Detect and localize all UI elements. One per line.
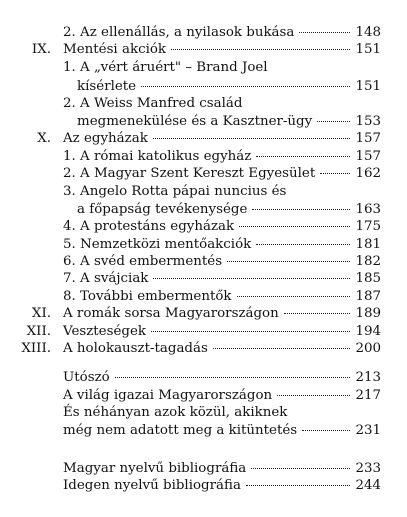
toc-entry-title: 5. Nemzetközi mentőakciók [63,237,252,252]
dot-leader [115,376,351,378]
toc-entry-title: Magyar nyelvű bibliográfia [63,461,247,476]
toc-row [0,477,407,495]
toc-entry [63,148,381,166]
dot-leader [317,120,350,122]
toc-entry-title: Mentési akciók [63,42,167,57]
toc-row [0,24,407,42]
toc-entry-title: A romák sorsa Magyarországon [63,306,279,321]
dot-leader [237,295,351,297]
toc-entry [63,369,381,387]
toc-entry-title: kísérlete [77,79,137,94]
toc-row [0,340,407,358]
toc-row [0,369,407,387]
toc-row [0,183,407,201]
dot-leader [299,31,350,33]
dot-leader [227,260,350,262]
toc-page-number: 151 [355,42,381,57]
toc-entry-title: 1. A római katolikus egyház [63,149,252,164]
dot-leader [213,347,351,349]
toc-entry-title: megmenekülése és a Kasztner-ügy [77,114,313,129]
toc-entry [63,41,381,59]
toc-entry [63,236,381,254]
toc-entry-title: 1. A „vért áruért" – Brand Joel [63,60,268,75]
toc-row [0,404,407,422]
toc-entry-title: 3. Angelo Rotta pápai nuncius és [63,184,287,199]
toc-entry-title: 2. A Magyar Szent Kereszt Egyesület [63,166,316,181]
toc-chapter-number: XI. [31,306,51,321]
toc-row [0,130,407,148]
toc-entry [77,201,381,219]
toc-row [0,288,407,306]
toc-chapter-number: X. [37,131,51,146]
toc-entry [63,130,381,148]
toc-chapter-number: XII. [26,324,51,339]
toc-entry [63,270,381,288]
toc-entry [63,24,381,42]
toc-entry-title: Idegen nyelvű bibliográfia [63,478,241,493]
toc-page-number: 148 [355,25,381,40]
toc-entry-title: A világ igazai Magyarországon [63,388,273,403]
toc-entry-title: 4. A protestáns egyházak [63,219,235,234]
toc-row [0,323,407,341]
dot-leader [171,48,350,50]
dot-leader [246,484,351,486]
toc-entry [63,183,381,201]
toc-row [0,236,407,254]
toc-row [0,201,407,219]
toc-row [0,78,407,96]
dot-leader [252,208,350,210]
toc-row [0,148,407,166]
toc-row [0,41,407,59]
dot-leader [320,172,350,174]
toc-page-number: 163 [355,202,381,217]
toc-page-number: 157 [355,131,381,146]
toc-row [0,218,407,236]
toc-entry [63,323,381,341]
toc-entry-title: a főpapság tevékenysége [77,202,248,217]
dot-leader [141,85,350,87]
dot-leader [277,394,350,396]
toc-row [0,95,407,113]
dot-leader [151,330,350,332]
toc-entry [63,253,381,271]
toc-entry [63,305,381,323]
toc-entry-title: 7. A svájciak [63,271,149,286]
toc-page-number: 175 [355,219,381,234]
toc-row [0,165,407,183]
toc-entry [63,340,381,358]
toc-page-number: 200 [355,341,381,356]
toc-entry [63,460,381,478]
toc-entry [63,165,381,183]
toc-entry [63,95,381,113]
toc-page-number: 231 [355,423,381,438]
toc-page-number: 217 [355,388,381,403]
dot-leader [153,277,350,279]
toc-entry-title: Veszteségek [63,324,147,339]
toc-row [0,460,407,478]
toc-page-number: 182 [355,254,381,269]
toc-chapter-number: XIII. [21,341,51,356]
toc-chapter-number: IX. [31,42,51,57]
toc-entry-title: És néhányan azok közül, akiknek [63,405,288,420]
toc-entry [63,59,381,77]
toc-entry-title: 2. A Weiss Manfred család [63,96,243,111]
toc-entry [63,387,381,405]
toc-row [0,253,407,271]
toc-entry [63,422,381,440]
toc-entry-title: 2. Az ellenállás, a nyilasok bukása [63,25,295,40]
toc-row [0,113,407,131]
dot-leader [239,225,350,227]
toc-row [0,305,407,323]
toc-entry [63,288,381,306]
toc-entry-title: A holokauszt-tagadás [63,341,208,356]
toc-page-number: 233 [355,461,381,476]
toc-entry-title: még nem adatott meg a kitüntetés [63,423,298,438]
toc-entry-title: 8. További embermentők [63,289,232,304]
toc-row [0,59,407,77]
dot-leader [302,429,350,431]
toc-page-number: 162 [355,166,381,181]
toc-entry [63,477,381,495]
toc-page-number: 181 [355,237,381,252]
dot-leader [153,137,351,139]
toc-page-number: 194 [355,324,381,339]
toc-entry [77,113,381,131]
dot-leader [256,155,350,157]
toc-entry [63,218,381,236]
toc-row [0,387,407,405]
toc-page-number: 213 [355,370,381,385]
toc-entry-title: 6. A svéd embermentés [63,254,223,269]
toc-entry [77,78,381,96]
dot-leader [251,467,350,469]
toc-page-number: 189 [355,306,381,321]
dot-leader [256,243,350,245]
toc-page-number: 157 [355,149,381,164]
toc-page-number: 187 [355,289,381,304]
dot-leader [284,312,351,314]
toc-page-number: 244 [355,478,381,493]
toc-page-number: 151 [355,79,381,94]
toc-row [0,270,407,288]
toc-page-number: 153 [355,114,381,129]
toc-entry-title: Utószó [63,370,110,385]
toc-row [0,422,407,440]
toc-page-number: 185 [355,271,381,286]
toc-entry [63,404,381,422]
toc-entry-title: Az egyházak [63,131,148,146]
